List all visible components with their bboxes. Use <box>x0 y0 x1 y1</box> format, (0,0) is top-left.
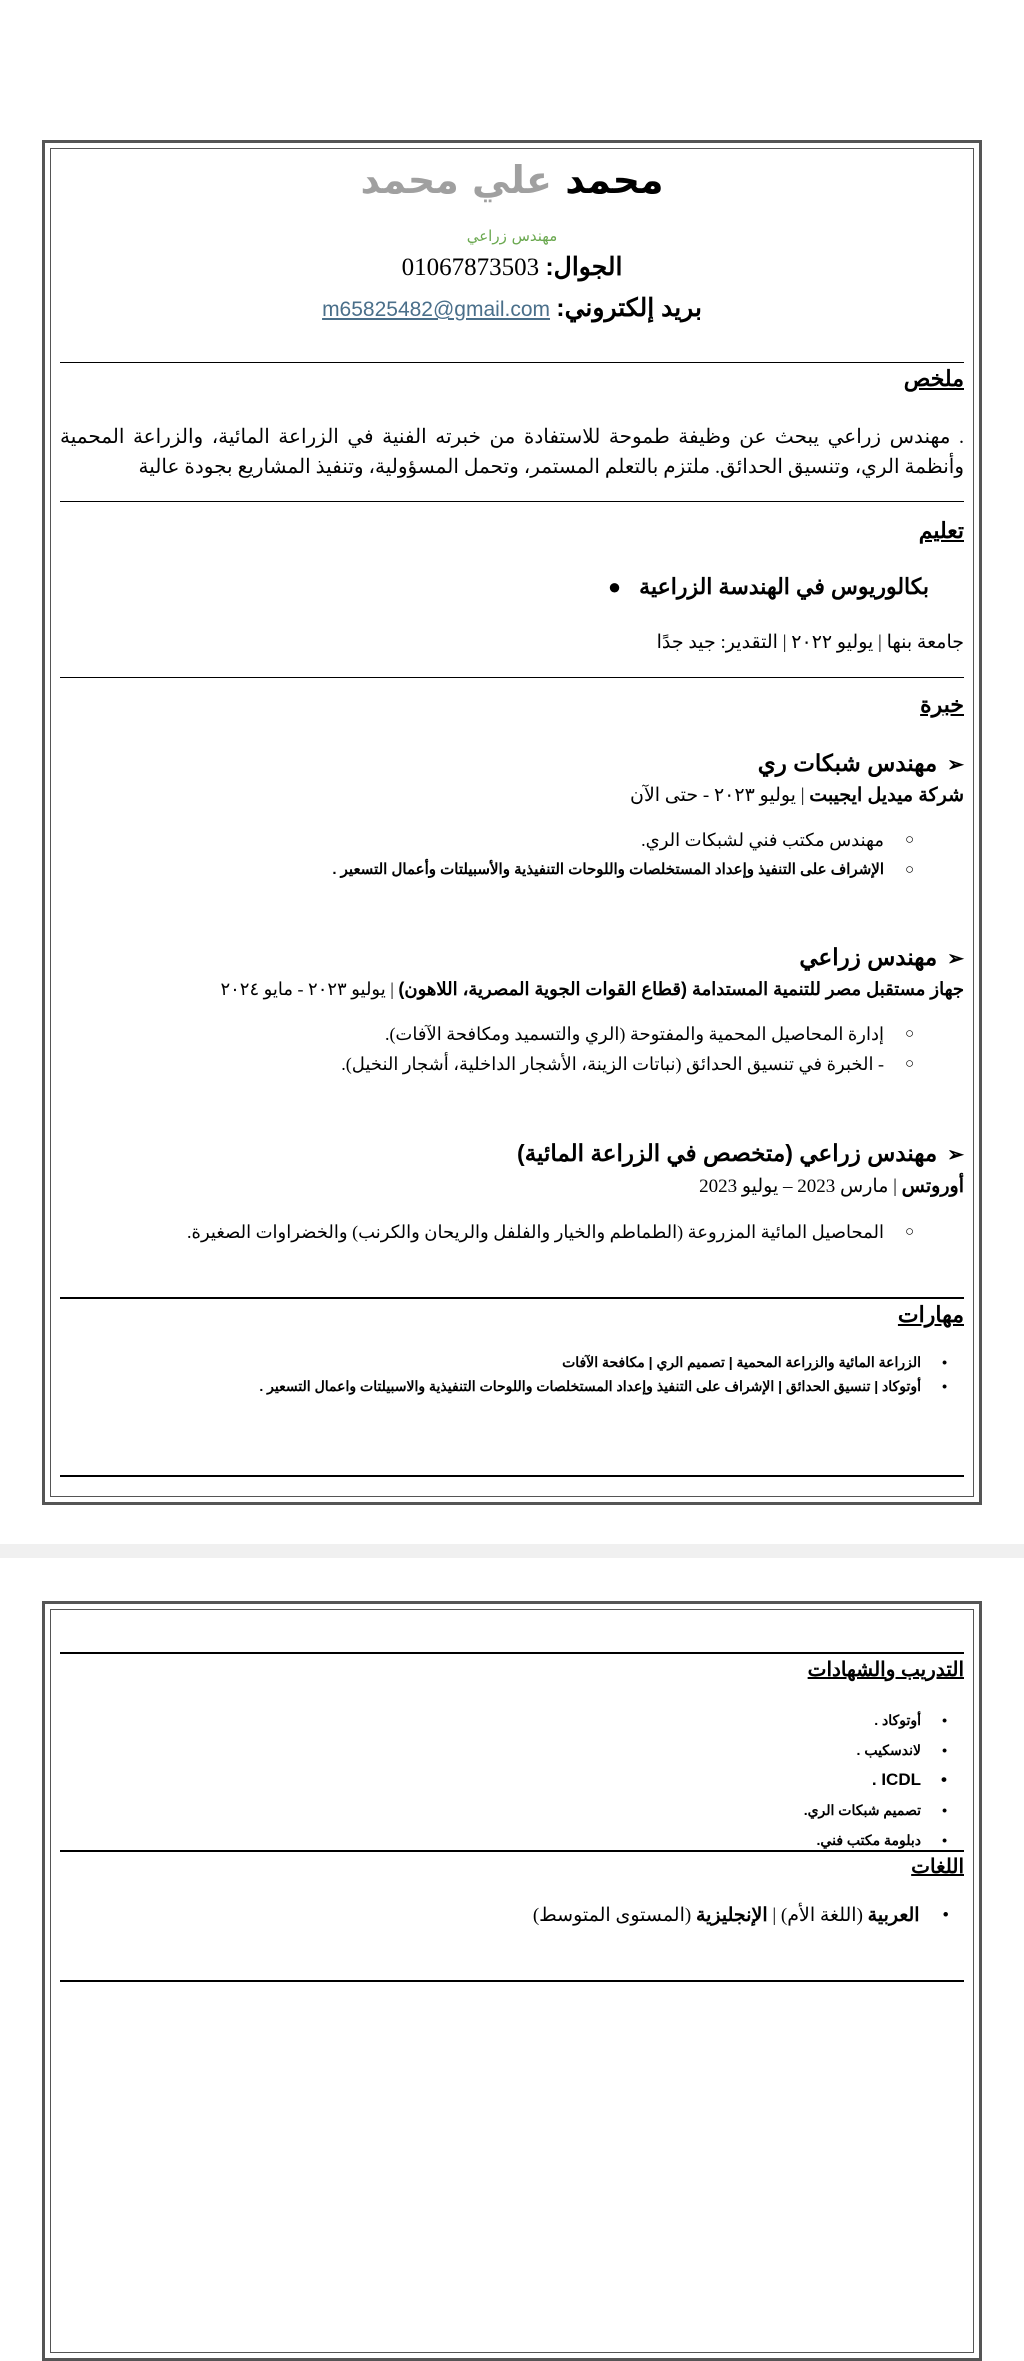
job-2-company: جهاز مستقبل مصر للتنمية المستدامة (قطاع القوات الجوية المصرية، اللاهون) <box>398 979 964 999</box>
divider <box>60 1850 964 1852</box>
list-item: • دبلومة مكتب فني. <box>804 1825 921 1855</box>
job-3-bullets <box>187 1217 914 1247</box>
language-english: الإنجليزية <box>695 1905 768 1926</box>
list-item: ○ مهندس مكتب فني لشبكات الري. <box>332 825 884 855</box>
job-2-company-line <box>220 979 964 1000</box>
list-item: • أوتوكاد . <box>804 1705 921 1735</box>
phone-label: الجوال: <box>545 253 623 281</box>
degree: بكالوريوس في الهندسة الزراعية● <box>607 574 929 599</box>
languages-line: • العربية (اللغة الأم) | الإنجليزية (المستوى المتوسط) <box>532 1905 949 1926</box>
divider <box>60 1652 964 1654</box>
page-gap <box>0 1544 1024 1558</box>
email-label: بريد إلكتروني: <box>556 294 702 322</box>
training-list <box>804 1705 949 1855</box>
degree-text: بكالوريوس في الهندسة الزراعية <box>639 574 929 599</box>
list-item: ○ الإشراف على التنفيذ وإعداد المستخلصات واللوحات التنفيذية والأسبيلتات وأعمال التسعير . <box>332 855 884 885</box>
first-name: محمد <box>565 158 664 202</box>
arrow-icon: ➢ <box>947 754 964 776</box>
full-name <box>42 158 982 202</box>
divider <box>60 501 964 502</box>
arrow-icon: ➢ <box>947 948 964 970</box>
list-item: ○ إدارة المحاصيل المحمية والمفتوحة (الري والتسميد ومكافحة الآفات). <box>341 1019 884 1049</box>
phone-number: 01067873503 <box>401 254 540 281</box>
job-1-bullets <box>332 825 914 885</box>
list-item: • تصميم شبكات الري. <box>804 1795 921 1825</box>
summary-text: . مهندس زراعي يبحث عن وظيفة طموحة للاستفادة من خبرته الفنية في الزراعة المائية، والزراعة المحمية وأنظمة الري، وتنسيق الحدائق. ملتزم بالتعلم المستمر، وتحمل المسؤولية، وتنفيذ المشاريع بجودة عالية <box>60 426 964 478</box>
job-1-company-line <box>630 784 964 807</box>
summary-heading: ملخص <box>903 366 964 391</box>
job-1-period: | يوليو ٢٠٢٣ - حتى الآن <box>629 785 805 806</box>
languages-heading: اللغات <box>911 1856 964 1878</box>
list-item: • لاندسكيب . <box>804 1735 921 1765</box>
skills-heading: مهارات <box>897 1302 964 1327</box>
email-line <box>42 293 982 323</box>
list-item: ○ - الخبرة في تنسيق الحدائق (نباتات الزينة، الأشجار الداخلية، أشجار النخيل). <box>341 1049 884 1079</box>
job-3-title: ➢مهندس زراعي (متخصص في الزراعة المائية) <box>517 1140 964 1166</box>
job-2-period: | يوليو ٢٠٢٣ - مايو ٢٠٢٤ <box>220 979 394 999</box>
job-2-bullets <box>341 1019 914 1079</box>
family-name: علي محمد <box>360 158 552 202</box>
phone-line <box>42 252 982 282</box>
education-heading: تعليم <box>918 518 964 543</box>
resume-page-1 <box>42 140 982 1505</box>
job-3-company-line <box>699 1175 964 1198</box>
job-1-title: ➢مهندس شبكات ري <box>757 750 964 776</box>
training-heading: التدريب والشهادات <box>807 1659 964 1681</box>
education-details: جامعة بنها | يوليو ٢٠٢٢ | التقدير: جيد جدًا <box>656 632 964 653</box>
list-item: • الزراعة المائية والزراعة المحمية | تصميم الري | مكافحة الآفات <box>259 1350 921 1374</box>
email-link[interactable]: m65825482@gmail.com <box>322 298 550 321</box>
list-item: • ICDL . <box>804 1765 921 1795</box>
language-english-level: (المستوى المتوسط) <box>532 1905 692 1926</box>
job-3-period: | مارس 2023 – يوليو 2023 <box>699 1176 897 1197</box>
divider <box>60 677 964 678</box>
job-3-company: أوروتس <box>901 1176 964 1197</box>
divider <box>60 1980 964 1982</box>
language-arabic-level: (اللغة الأم) | <box>772 1905 863 1926</box>
skills-list <box>259 1350 949 1398</box>
job-1-company: شركة ميديل ايجيبت <box>809 785 964 806</box>
list-item: • أوتوكاد | تنسيق الحدائق | الإشراف على التنفيذ وإعداد المستخلصات واللوحات التنفيذية والاسبيلتات واعمال التسعير . <box>259 1374 921 1398</box>
arrow-icon: ➢ <box>947 1144 964 1166</box>
job-title: مهندس زراعي <box>466 227 558 245</box>
experience-heading: خبرة <box>920 692 964 717</box>
job-2-title: ➢مهندس زراعي <box>799 944 964 970</box>
language-arabic: العربية <box>867 1905 920 1926</box>
page-1-bottom-rule <box>60 1475 964 1477</box>
divider <box>60 362 964 363</box>
divider <box>60 1297 964 1299</box>
list-item: ○ المحاصيل المائية المزروعة (الطماطم والخيار والفلفل والريحان والكرنب) والخضراوات الصغيرة. <box>187 1217 884 1247</box>
